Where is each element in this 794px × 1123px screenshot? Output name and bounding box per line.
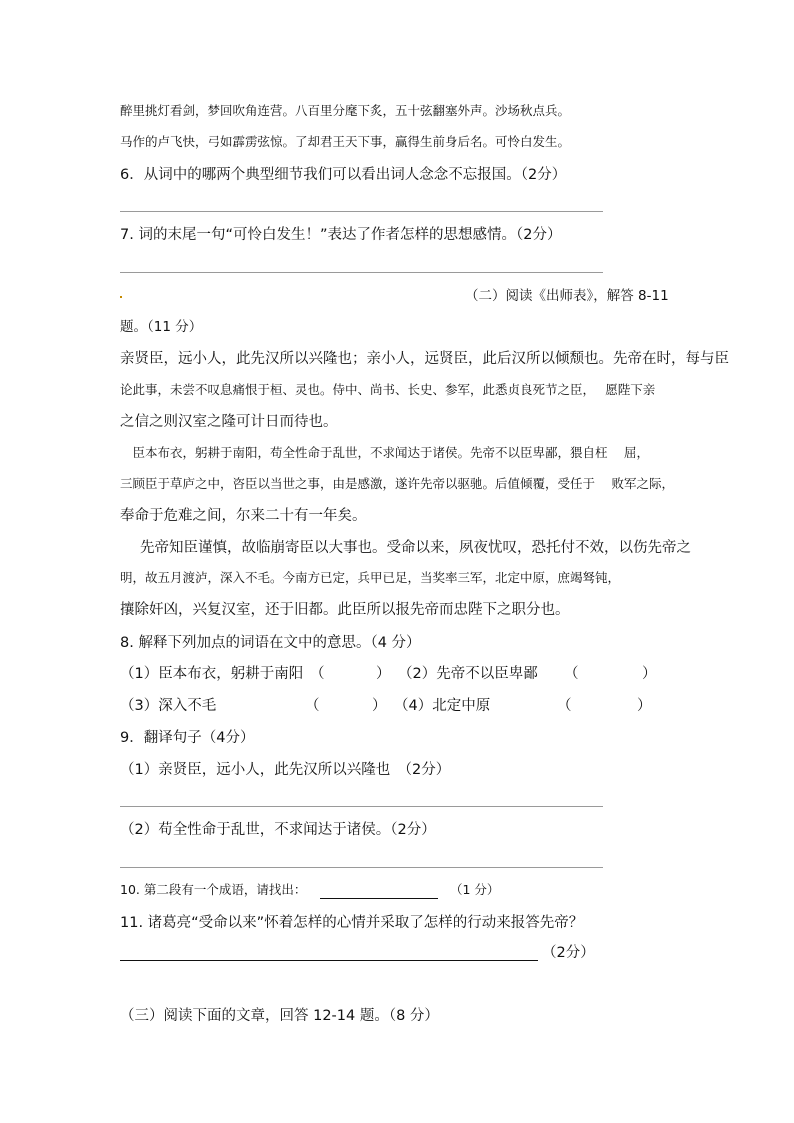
poem-line-2: 马作的卢飞快，弓如霹雳弦惊。了却君王天下事，赢得生前身后名。可怜白发生。 xyxy=(120,134,571,149)
passage-line: 臣本布衣，躬耕于南阳，苟全性命于乱世，不求闻达于诸侯。先帝不以臣卑鄙，猥自枉 屈， xyxy=(120,445,649,460)
q8-item-2-paren-open: （ xyxy=(564,666,579,682)
question-10-score: （1 分） xyxy=(450,882,500,897)
question-6: 6．从词中的哪两个典型细节我们可以看出词人念念不忘报国。（2分） xyxy=(120,167,567,183)
passage-line: 论此事，未尝不叹息痛恨于桓、灵也。侍中、尚书、长史、参军，此悉贞良死节之臣， 愿陛下亲 xyxy=(120,382,656,397)
section-2-heading: （二）阅读《出师表》，解答 8-11 xyxy=(465,288,669,304)
q9-item-1: （1）亲贤臣，远小人，此先汉所以兴隆也 （2分） xyxy=(120,762,451,778)
answer-line-11[interactable] xyxy=(120,946,538,962)
section-3-heading: （三）阅读下面的文章，回答 12-14 题。（8 分） xyxy=(120,1008,439,1024)
q8-item-2-answer[interactable] xyxy=(581,667,641,682)
answer-line-9-1[interactable] xyxy=(120,806,603,807)
poem-line-1: 醉里挑灯看剑，梦回吹角连营。八百里分麾下炙，五十弦翻塞外声。沙场秋点兵。 xyxy=(120,103,571,118)
q8-item-3-paren-close: ） xyxy=(372,698,387,714)
question-11-score: （2分） xyxy=(542,945,595,961)
question-7: 7. 词的末尾一句“可怜白发生！”表达了作者怎样的思想感情。（2分） xyxy=(120,227,562,243)
q8-item-1-paren-close: ） xyxy=(376,666,391,682)
q8-item-1: （1）臣本布衣，躬耕于南阳 xyxy=(120,666,304,682)
question-8-title: 8. 解释下列加点的词语在文中的意思。（4 分） xyxy=(120,635,421,651)
q8-item-1-paren-open: （ xyxy=(310,666,325,682)
answer-blank-10[interactable] xyxy=(320,884,438,900)
section-2-heading-cont: 题。（11 分） xyxy=(120,319,203,335)
q9-item-2: （2）苟全性命于乱世，不求闻达于诸侯。（2分） xyxy=(120,822,436,838)
q8-item-4-paren-open: （ xyxy=(557,698,572,714)
q8-item-2-paren-close: ） xyxy=(642,666,657,682)
q8-item-4: （4）北定中原 xyxy=(394,698,491,714)
question-10: 10. 第二段有一个成语，请找出： xyxy=(120,882,307,897)
passage-line: 三顾臣于草庐之中，咨臣以当世之事，由是感激，遂许先帝以驱驰。后值倾覆，受任于 败军之际， xyxy=(120,476,674,491)
passage-line: 攘除奸凶，兴复汉室，还于旧都。此臣所以报先帝而忠陛下之职分也。 xyxy=(120,602,570,618)
answer-line-6[interactable] xyxy=(120,211,603,212)
q8-item-3: （3）深入不毛 xyxy=(120,698,217,714)
answer-line-7[interactable] xyxy=(120,272,603,273)
passage-line: 亲贤臣，远小人，此先汉所以兴隆也；亲小人，远贤臣，此后汉所以倾颓也。先帝在时，每与臣 xyxy=(120,351,729,367)
q8-item-3-paren-open: （ xyxy=(305,698,320,714)
answer-line-9-2[interactable] xyxy=(120,867,603,868)
q8-item-3-answer[interactable] xyxy=(322,699,372,714)
q8-item-1-answer[interactable] xyxy=(327,667,377,682)
q8-item-4-answer[interactable] xyxy=(574,699,634,714)
passage-line: 先帝知臣谨慎，故临崩寄臣以大事也。受命以来，夙夜忧叹，恐托付不效，以伤先帝之 xyxy=(140,540,691,556)
passage-line: 奉命于危难之间，尔来二十有一年矣。 xyxy=(120,508,367,524)
q8-item-2: （2）先帝不以臣卑鄙 xyxy=(398,666,538,682)
question-11: 11. 诸葛亮“受命以来”怀着怎样的心情并采取了怎样的行动来报答先帝？ xyxy=(120,915,584,931)
bullet-dot xyxy=(120,296,122,298)
passage-line: 之信之则汉室之隆可计日而待也。 xyxy=(120,414,338,430)
passage-line: 明，故五月渡泸，深入不毛。今南方已定，兵甲已足，当奖率三军，北定中原，庶竭驽钝， xyxy=(120,570,621,585)
q8-item-4-paren-close: ） xyxy=(637,698,652,714)
question-9-title: 9．翻译句子（4分） xyxy=(120,730,255,746)
